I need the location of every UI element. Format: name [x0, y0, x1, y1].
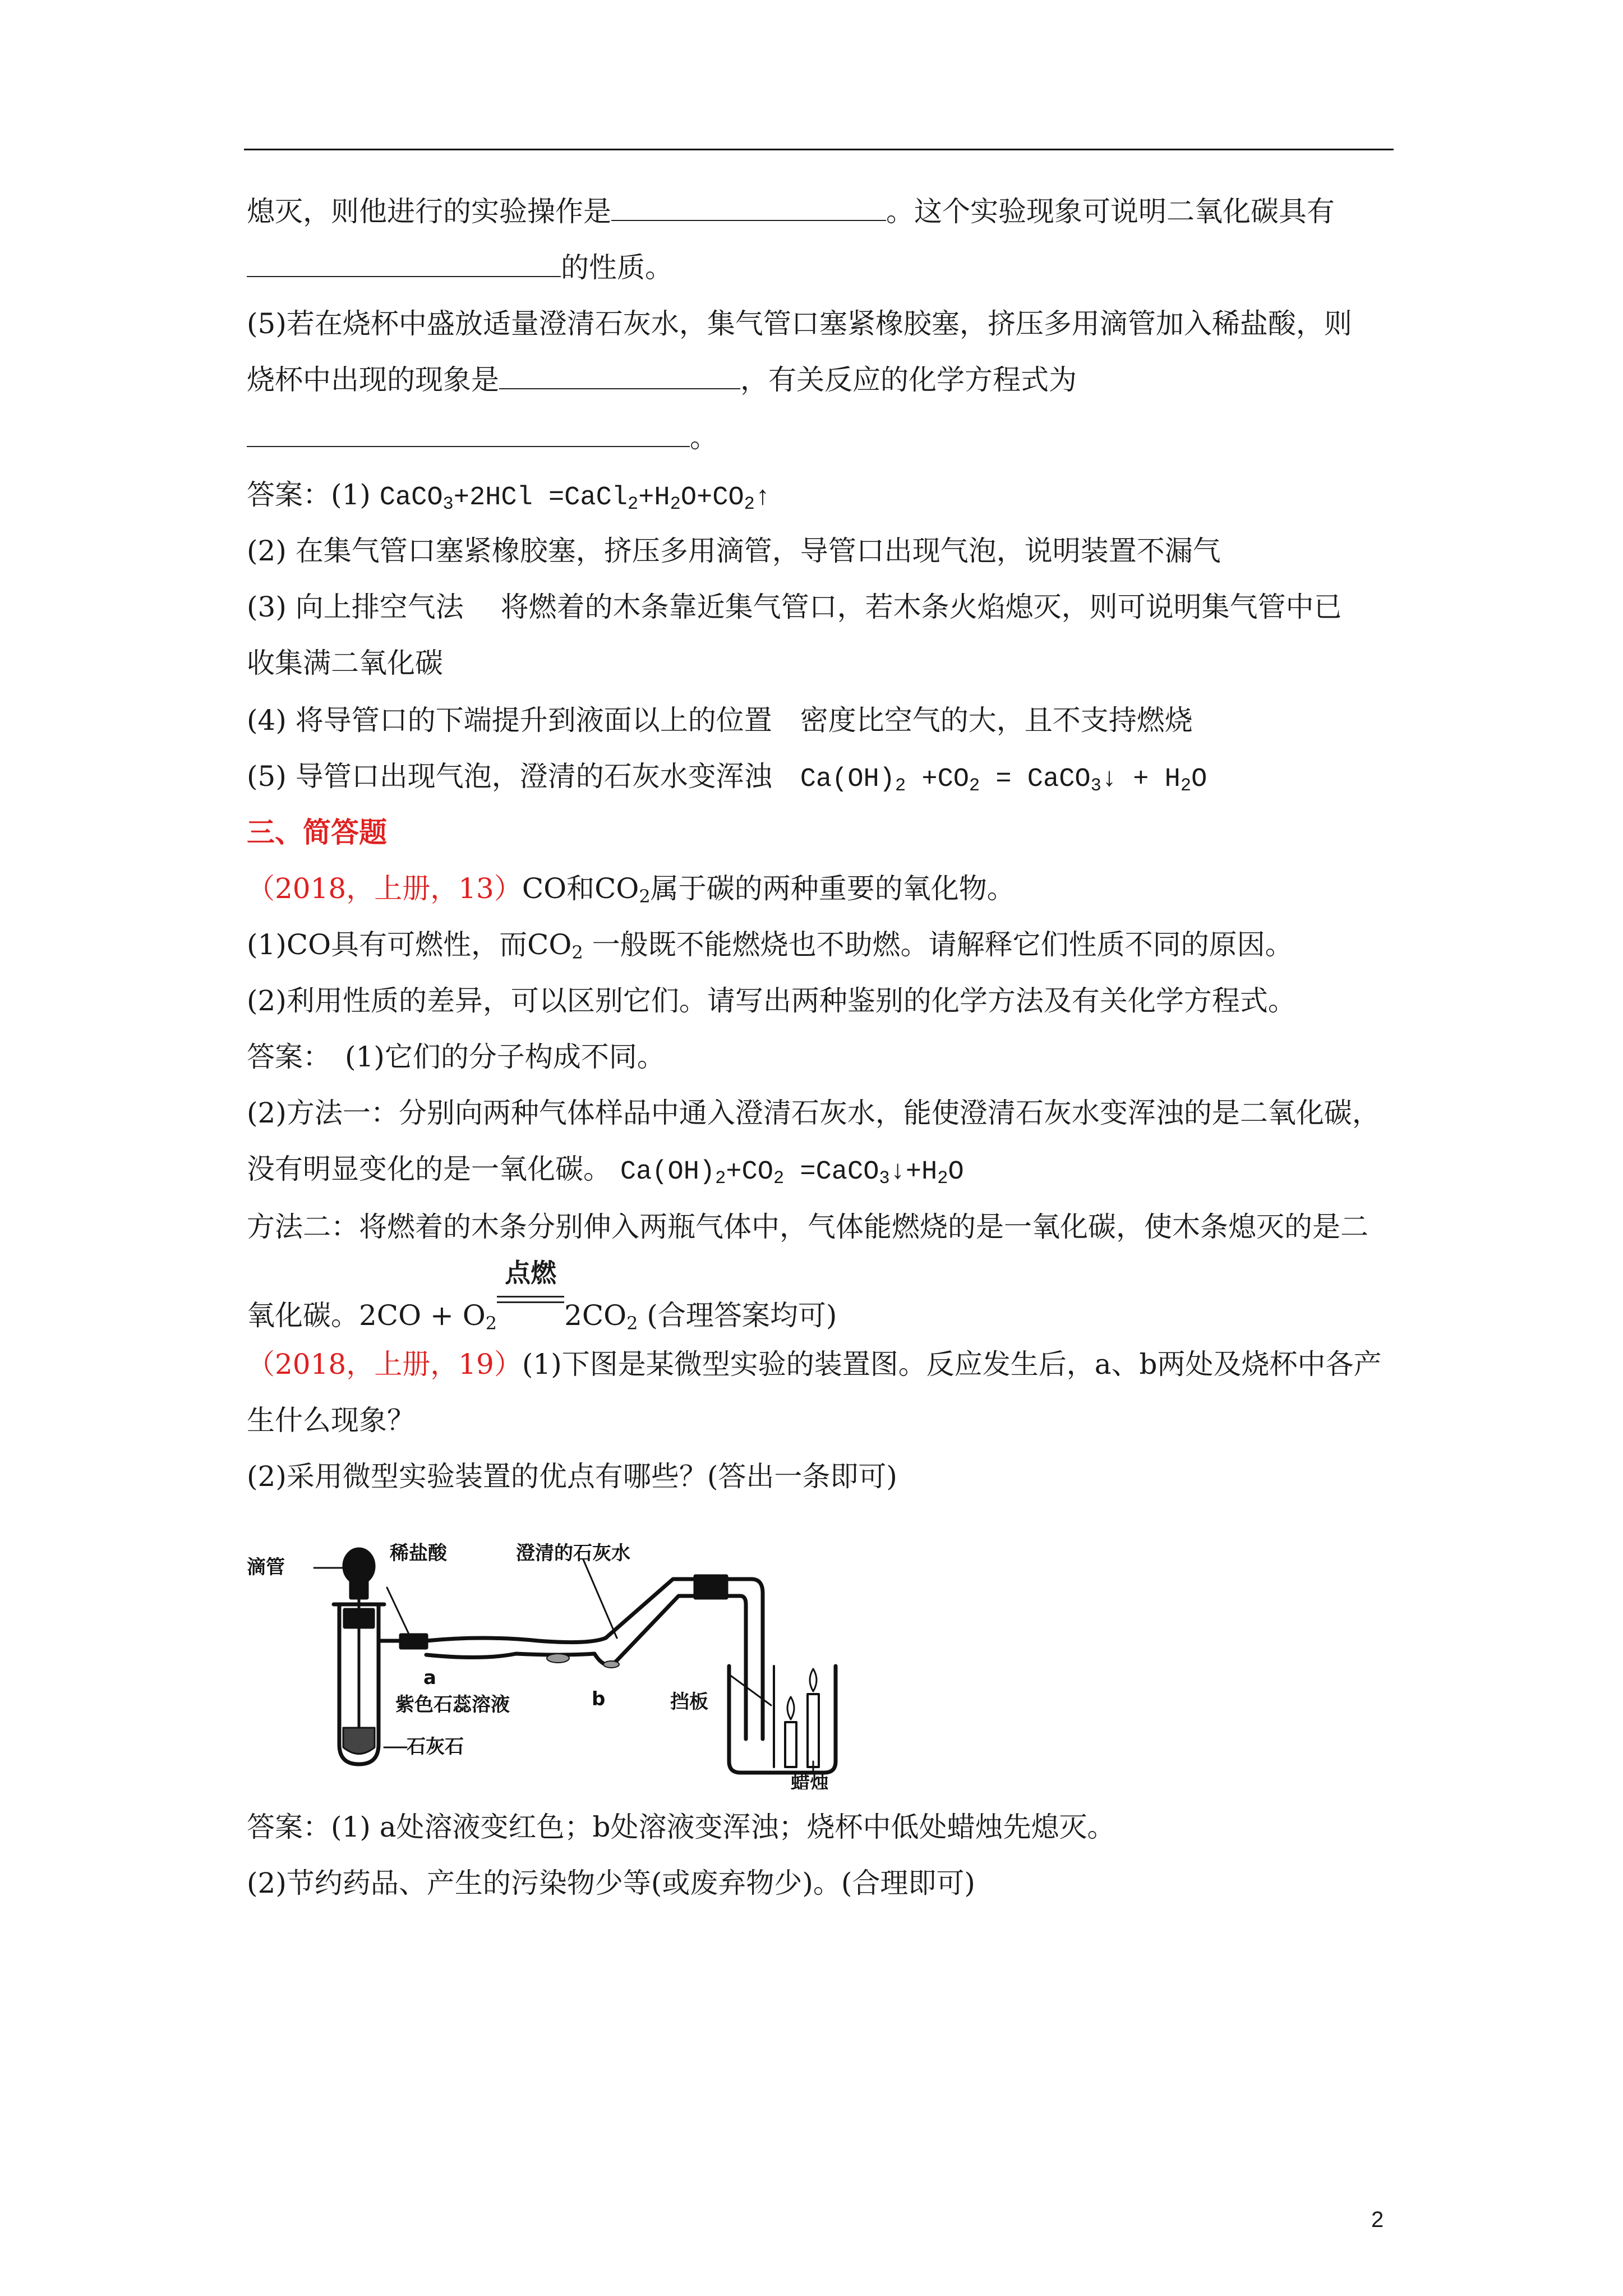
answer-2: (2) 在集气管口塞紧橡胶塞，挤压多用滴管，导管口出现气泡，说明装置不漏气	[247, 535, 1221, 567]
answer-13-2: (2)方法一：分别向两种气体样品中通入澄清石灰水，能使澄清石灰水变浑浊的是二氧化碳，	[247, 1097, 1380, 1129]
text: 熄灭，则他进行的实验操作是	[247, 195, 611, 228]
answer-5	[247, 758, 1207, 798]
question-5: (5)若在烧杯中盛放适量澄清石灰水，集气管口塞紧橡胶塞，挤压多用滴管加入稀盐酸，则	[247, 307, 1352, 340]
text: 没有明显变化的是一氧化碳。	[247, 1153, 620, 1185]
question-line-5	[247, 420, 718, 455]
answer-blank	[499, 364, 740, 389]
apparatus-diagram	[247, 1526, 841, 1789]
text: 氧化碳。$2CO + O_2$	[247, 1299, 497, 1334]
answer-13-5	[247, 1258, 837, 1334]
question-19	[247, 1346, 1382, 1382]
equation: $Ca(OH)_2 +CO_2$ = CaCO$_3$↓ + $H_2O$	[800, 765, 1207, 796]
text: (1)下图是某微型实验的装置图。反应发生后，a、b两处及烧杯中各产	[522, 1348, 1382, 1381]
text: 。	[690, 421, 718, 454]
question-13-2: (2)利用性质的差异，可以区别它们。请写出两种鉴别的化学方法及有关化学方程式。	[247, 984, 1296, 1017]
label-baffle: 挡板	[670, 1691, 708, 1713]
label-acid: 稀盐酸	[390, 1542, 447, 1565]
answer-13-4: 方法二：将燃着的木条分别伸入两瓶气体中，气体能燃烧的是一氧化碳，使木条熄灭的是二	[247, 1211, 1368, 1243]
question-13-1	[247, 927, 1293, 963]
question-line-2	[247, 250, 673, 286]
question-line-4	[247, 362, 1077, 398]
answer-13-1: 答案： (1)它们的分子构成不同。	[247, 1041, 665, 1073]
question-13	[247, 871, 1015, 907]
page-number: 2	[1371, 2207, 1384, 2232]
label-b: b	[592, 1688, 606, 1710]
question-tag: （2018，上册，13）	[247, 872, 522, 905]
answer-19-1: 答案：(1) a处溶液变红色；b处溶液变浑浊；烧杯中低处蜡烛先熄灭。	[247, 1811, 1115, 1843]
answer-19-2: (2)节约药品、产生的污染物少等(或废弃物少)。(合理即可)	[247, 1867, 975, 1899]
answer-4: (4) 将导管口的下端提升到液面以上的位置 密度比空气的大，且不支持燃烧	[247, 704, 1193, 737]
text: (1)CO具有可燃性，而$CO_2$ 一般既不能燃烧也不助燃。请解释它们性质不同的原因。	[247, 928, 1293, 963]
answer-blank	[247, 251, 561, 277]
label-limestone: 石灰石	[407, 1736, 464, 1758]
question-tag: （2018，上册，19）	[247, 1348, 522, 1381]
answer-blank	[247, 421, 690, 447]
reaction-condition	[497, 1258, 564, 1325]
question-19-2: (2)采用微型实验装置的优点有哪些？(答出一条即可)	[247, 1460, 897, 1493]
answer-3-cont: 收集满二氧化碳	[247, 647, 443, 679]
text: 烧杯中出现的现象是	[247, 364, 499, 396]
answer-blank	[611, 195, 886, 221]
text: CO和$CO_2$属于碳的两种重要的氧化物。	[522, 872, 1015, 907]
label-candle: 蜡烛	[791, 1772, 829, 1789]
label-limewater: 澄清的石灰水	[516, 1542, 630, 1565]
section-heading: 三、简答题	[247, 816, 387, 849]
text: 。这个实验现象可说明二氧化碳具有	[886, 195, 1335, 228]
condition-label: 点燃	[505, 1258, 557, 1288]
answer-13-3	[247, 1151, 964, 1190]
equation: CaCO$_3$+2HCl $=CaCl_2+H_2O+CO_2↑$	[379, 483, 771, 514]
text: 的性质。	[561, 251, 673, 284]
text: (5) 导管口出现气泡，澄清的石灰水变浑浊	[247, 760, 800, 793]
text: 答案：(1)	[247, 478, 380, 511]
text: ，有关反应的化学方程式为	[740, 364, 1077, 396]
apparatus-svg	[247, 1526, 841, 1789]
label-dropper: 滴管	[247, 1556, 285, 1579]
question-19-cont: 生什么现象？	[247, 1404, 415, 1437]
answer-3: (3) 向上排空气法 将燃着的木条靠近集气管口，若木条火焰熄灭，则可说明集气管中已	[247, 591, 1342, 623]
text: $2CO_2$ (合理答案均可)	[564, 1299, 837, 1334]
label-a: a	[423, 1667, 436, 1689]
equation: $Ca(OH)_2+CO_2$ $=CaCO_3↓+H_2O$	[620, 1157, 964, 1189]
header-rule	[244, 149, 1394, 150]
question-line-1	[247, 194, 1335, 229]
answer-1	[247, 477, 771, 516]
label-litmus: 紫色石蕊溶液	[395, 1694, 510, 1716]
